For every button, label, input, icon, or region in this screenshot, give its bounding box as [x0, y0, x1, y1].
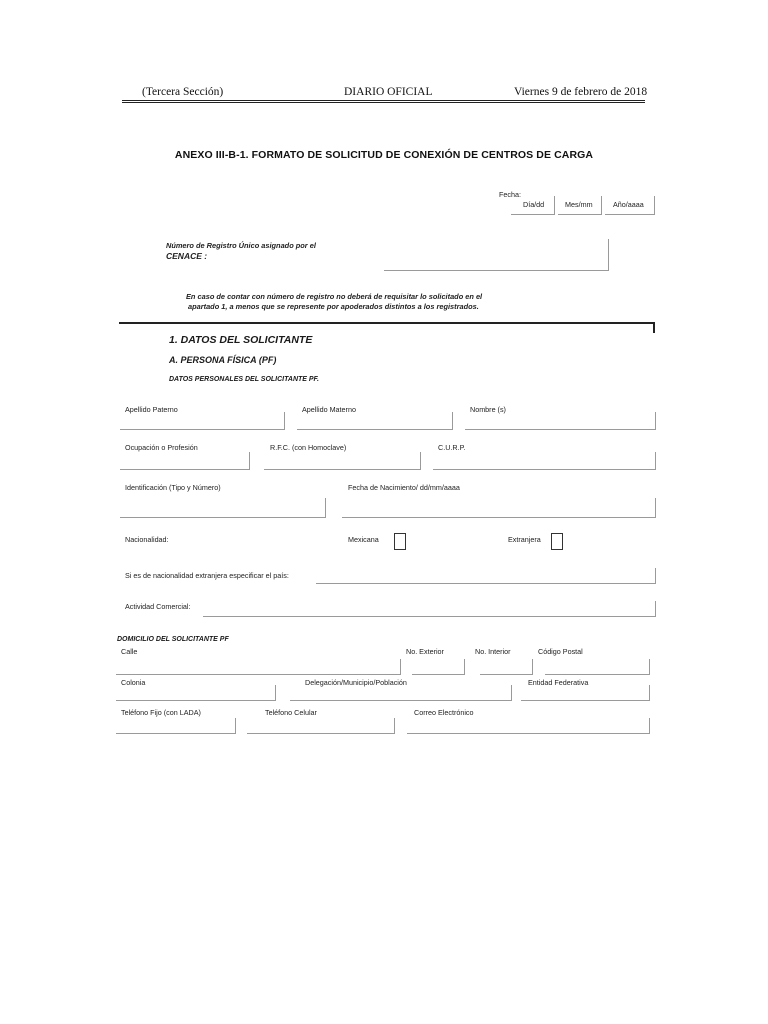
registro-label-line1: Número de Registro Único asignado por el [166, 241, 316, 250]
section-subtitle: A. PERSONA FÍSICA (PF) [169, 355, 277, 365]
ocupacion-field[interactable] [120, 452, 250, 470]
actividad-field[interactable] [203, 601, 656, 617]
nota-line2: apartado 1, a menos que se represente por apoderados distintos a los registrados. [188, 302, 479, 311]
no-interior-label: No. Interior [475, 647, 511, 656]
entidad-label: Entidad Federativa [528, 678, 589, 687]
registro-field[interactable] [384, 239, 609, 271]
header-rule-bottom [122, 102, 645, 103]
codigo-postal-label: Código Postal [538, 647, 583, 656]
header-rule-top [122, 100, 645, 101]
section-divider-tick [653, 322, 655, 333]
nacionalidad-label: Nacionalidad: [125, 535, 169, 544]
delegacion-label: Delegación/Municipio/Población [305, 678, 407, 687]
correo-label: Correo Electrónico [414, 708, 474, 717]
fecha-anio-label: Año/aaaa [613, 200, 644, 209]
fecha-nacimiento-label: Fecha de Nacimiento/ dd/mm/aaaa [348, 483, 460, 492]
domicilio-heading: DOMICILIO DEL SOLICITANTE PF [117, 636, 229, 643]
form-title: ANEXO III-B-1. FORMATO DE SOLICITUD DE CONEXIÓN DE CENTROS DE CARGA [174, 149, 594, 161]
colonia-label: Colonia [121, 678, 146, 687]
fecha-dia-field[interactable] [511, 196, 555, 215]
apellido-paterno-label: Apellido Paterno [125, 405, 178, 414]
fecha-anio-field[interactable] [605, 196, 655, 215]
colonia-field[interactable] [116, 685, 276, 701]
ocupacion-label: Ocupación o Profesión [125, 443, 198, 452]
header-date: Viernes 9 de febrero de 2018 [514, 86, 648, 98]
telefono-celular-label: Teléfono Celular [265, 708, 317, 717]
entidad-field[interactable] [521, 685, 650, 701]
apellido-paterno-field[interactable] [120, 412, 285, 430]
section-title: 1. DATOS DEL SOLICITANTE [169, 334, 313, 346]
no-exterior-field[interactable] [412, 659, 465, 675]
apellido-materno-field[interactable] [297, 412, 453, 430]
header-section: (Tercera Sección) [142, 86, 224, 98]
correo-field[interactable] [407, 718, 650, 734]
no-exterior-label: No. Exterior [406, 647, 444, 656]
no-interior-field[interactable] [480, 659, 533, 675]
pais-label: Si es de nacionalidad extranjera especificar el país: [125, 571, 289, 580]
section-divider [119, 322, 655, 324]
mexicana-checkbox[interactable] [394, 533, 406, 550]
section-subheading: DATOS PERSONALES DEL SOLICITANTE PF. [169, 376, 319, 383]
nota-line1: En caso de contar con número de registro no deberá de requisitar lo solicitado en el [186, 292, 483, 301]
apellido-materno-label: Apellido Materno [302, 405, 356, 414]
curp-field[interactable] [433, 452, 656, 470]
header-publication: DIARIO OFICIAL [344, 86, 433, 98]
codigo-postal-field[interactable] [545, 659, 650, 675]
pais-field[interactable] [316, 568, 656, 584]
fecha-dia-label: Día/dd [523, 200, 545, 209]
nombre-field[interactable] [465, 412, 656, 430]
fecha-mes-label: Mes/mm [565, 200, 593, 209]
fecha-label: Fecha: [499, 190, 521, 199]
extranjera-checkbox[interactable] [551, 533, 563, 550]
fecha-nacimiento-field[interactable] [342, 498, 656, 518]
calle-label: Calle [121, 647, 138, 656]
nombre-label: Nombre (s) [470, 405, 506, 414]
extranjera-label: Extranjera [508, 535, 541, 544]
fecha-mes-field[interactable] [558, 196, 602, 215]
actividad-label: Actividad Comercial: [125, 602, 191, 611]
mexicana-label: Mexicana [348, 535, 379, 544]
telefono-fijo-field[interactable] [116, 718, 236, 734]
telefono-celular-field[interactable] [247, 718, 395, 734]
calle-field[interactable] [116, 659, 401, 675]
telefono-fijo-label: Teléfono Fijo (con LADA) [121, 708, 201, 717]
identificacion-label: Identificación (Tipo y Número) [125, 483, 221, 492]
rfc-label: R.F.C. (con Homoclave) [270, 443, 347, 452]
delegacion-field[interactable] [290, 685, 512, 701]
rfc-field[interactable] [264, 452, 421, 470]
identificacion-field[interactable] [120, 498, 326, 518]
curp-label: C.U.R.P. [438, 443, 466, 452]
registro-label-line2: CENACE : [166, 251, 208, 261]
